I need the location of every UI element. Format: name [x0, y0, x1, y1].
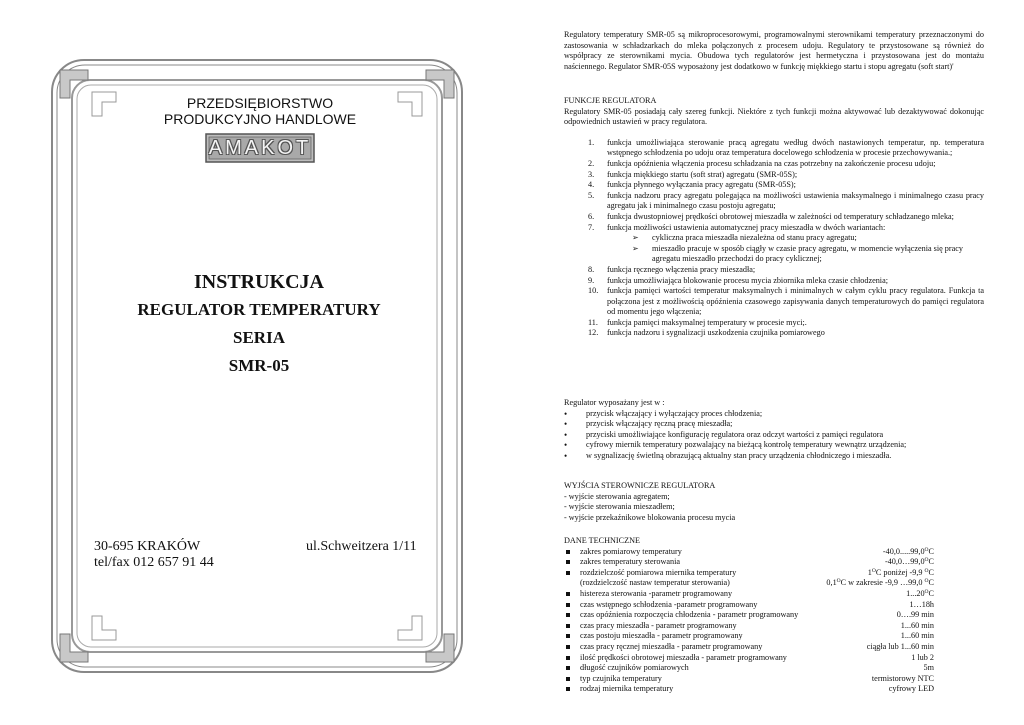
spec-label: (rozdzielczość nastaw temperatur sterowania) — [580, 578, 730, 588]
spec-row — [564, 653, 984, 664]
spec-row — [564, 568, 984, 579]
function-text: funkcja płynnego wyłączania pracy agregatu (SMR-05S); — [607, 180, 796, 190]
company-line2: PRODUKCYJNO HANDLOWE — [163, 111, 357, 127]
spec-value: 1...60 min — [900, 620, 934, 630]
function-number: 9. — [588, 275, 595, 285]
functions-list — [564, 138, 984, 233]
spec-label: histereza sterowania -parametr programowany — [580, 588, 733, 598]
function-item — [564, 138, 984, 159]
function-item — [564, 170, 984, 181]
equipment-item — [564, 430, 984, 441]
spec-value: $1^OC$ poniżej -9,9 $^O$C — [867, 567, 934, 577]
spec-row — [564, 557, 984, 568]
outputs-heading: WYJŚCIA STEROWNICZE REGULATORA — [564, 481, 716, 490]
intro-paragraph: Regulatory temperatury SMR-05 są mikroprocesorowymi, programowalnymi sterownikami temperatury przeznaczonymi do zastosowania w schładzarkach do mleka połączonych z procesem udoju. Regulatory te przystosowane są również do współpracy ze sterownikami mycia. Obudowa tych regulatorów jest hermetyczna i przystosowana jest do montażu naściennego. Regulator SMR-05S wyposażony jest dodatkowo w funkcję miękkiego startu i stopu agregatu (soft start)' — [564, 30, 984, 71]
title-model: SMR-05 — [228, 356, 290, 375]
spec-row — [564, 674, 984, 685]
bullet-icon: • — [564, 440, 568, 451]
company-line1: PRZEDSIĘBIORSTWO — [186, 95, 334, 111]
spec-value: 1…18h — [909, 599, 934, 609]
spec-label: czas opóźnienia rozpoczęcia chłodzenia - parametr programowany — [580, 610, 799, 620]
functions-heading: FUNKCJE REGULATORA — [564, 96, 657, 105]
function-text: funkcja możliwości ustawienia automatycznej pracy mieszadła w dwóch wariantach: — [607, 222, 886, 232]
function-subitem — [564, 244, 984, 265]
function-item — [564, 318, 984, 329]
function-item — [564, 328, 984, 339]
spec-label: czas pracy ręcznej mieszadła - parametr programowany — [580, 641, 763, 651]
bullet-icon: • — [564, 408, 568, 419]
specs-list — [564, 547, 984, 695]
spec-row — [564, 600, 984, 611]
spec-row — [564, 589, 984, 600]
square-bullet-icon — [566, 592, 570, 596]
function-item — [564, 265, 984, 276]
equipment-item — [564, 440, 984, 451]
function-item — [564, 212, 984, 223]
spec-value: 1 lub 2 — [911, 652, 934, 662]
spec-value: 0….99 min — [896, 610, 934, 620]
output-item: - wyjście przekaźnikowe blokowania procesu mycia — [564, 512, 736, 522]
square-bullet-icon — [566, 624, 570, 628]
spec-label: typ czujnika temperatury — [580, 673, 662, 683]
function-text: funkcja dwustopniowej prędkości obrotowej mieszadła w zależności od temperatury schładzanego mleka; — [607, 211, 954, 221]
equipment-list — [564, 409, 984, 462]
content-page — [512, 0, 1024, 725]
function-number: 1. — [588, 137, 595, 147]
equipment-item-text: przycisk włączający ręczną pracę mieszadła; — [586, 419, 733, 429]
function-number: 12. — [588, 328, 599, 338]
spec-value: cyfrowy LED — [888, 684, 934, 694]
function-text: funkcja nadzoru i sygnalizacji uszkodzenia czujnika pomiarowego — [607, 328, 825, 338]
spec-value: 5m — [923, 663, 934, 673]
function-text: funkcja ręcznego włączenia pracy mieszadła; — [607, 264, 756, 274]
spec-label: zakres pomiarowy temperatury — [580, 546, 682, 556]
equipment-item-text: cyfrowy miernik temperatury pozwalający na bieżącą kontrolę temperatury wewnątrz urządzenia; — [586, 440, 907, 450]
square-bullet-icon — [566, 656, 570, 660]
function-number: 2. — [588, 158, 595, 168]
function-number: 6. — [588, 211, 595, 221]
function-number: 11. — [588, 317, 598, 327]
function-number: 5. — [588, 190, 595, 200]
spec-label: czas postoju mieszadła - parametr programowany — [580, 631, 743, 641]
specs-section — [564, 536, 984, 695]
spec-row — [564, 642, 984, 653]
function-text: funkcja miękkiego startu (soft strat) agregatu (SMR-05S); — [607, 169, 798, 179]
function-item — [564, 159, 984, 170]
functions-list-continued — [564, 265, 984, 339]
title-instrukcja: INSTRUKCJA — [193, 271, 325, 293]
output-item: - wyjście sterowania agregatem; — [564, 491, 670, 501]
spec-value: $-40,0\dots 99,0^OC$ — [884, 557, 934, 567]
function-text: funkcja pamięci maksymalnej temperatury w procesie myci;. — [607, 317, 807, 327]
square-bullet-icon — [566, 666, 570, 670]
square-bullet-icon — [566, 571, 570, 575]
function-text: funkcja opóźnienia włączenia procesu schładzania na czas potrzebny na zakończenie procesu udoju; — [607, 158, 936, 168]
bullet-icon: • — [564, 429, 568, 440]
spec-row — [564, 631, 984, 642]
address-block — [94, 539, 214, 571]
spec-row — [564, 578, 984, 589]
function-subitem — [564, 233, 984, 244]
spec-label: rozdzielczość pomiarowa miernika temperatury — [580, 567, 737, 577]
equipment-item-text: w sygnalizację świetlną obrazującą aktualny stan pracy urządzenia chłodniczego i mieszadła. — [586, 450, 892, 460]
logo-text: AMAKOT — [208, 137, 312, 159]
spec-value: 1...60 min — [900, 631, 934, 641]
square-bullet-icon — [566, 687, 570, 691]
address-street: ul.Schweitzera 1/11 — [306, 539, 417, 554]
function-item — [564, 286, 984, 318]
spec-label: czas pracy mieszadła - parametr programowany — [580, 620, 737, 630]
square-bullet-icon — [566, 645, 570, 649]
function-subitem-text: cykliczna praca mieszadła niezależna od stanu pracy agregatu; — [652, 233, 857, 243]
function-text: funkcja pamięci wartości temperatur maksymalnych i minimalnych w całym cyklu pracy regulatora. Funkcja ta połączona jest z możliwością opóźnienia czasowego zapisywania danych temperaturowych do pamięci regulatora od momentu jego włączenia; — [607, 286, 984, 317]
bullet-icon: • — [564, 419, 568, 430]
equipment-heading: Regulator wyposażany jest w : — [564, 398, 665, 407]
arrow-bullet-icon: ➢ — [632, 243, 639, 253]
spec-row — [564, 684, 984, 695]
spec-value: ciągła lub 1...60 min — [866, 641, 934, 651]
function-item — [564, 276, 984, 287]
square-bullet-icon — [566, 560, 570, 564]
spec-label: rodzaj miernika temperatury — [580, 684, 674, 694]
output-item: - wyjście sterowania mieszadłem; — [564, 502, 675, 512]
square-bullet-icon — [566, 613, 570, 617]
functions-section — [564, 96, 984, 339]
spec-label: zakres temperatury sterowania — [580, 557, 681, 567]
equipment-item — [564, 409, 984, 420]
square-bullet-icon — [566, 603, 570, 607]
function-text: funkcja umożliwiająca blokowanie procesu mycia zbiornika mleka czasie chłodzenia; — [607, 275, 888, 285]
function-number: 8. — [588, 264, 595, 274]
equipment-item — [564, 419, 984, 430]
spec-label: ilość prędkości obrotowej mieszadła - parametr programowany — [580, 652, 787, 662]
function-item — [564, 180, 984, 191]
equipment-section — [564, 398, 984, 462]
spec-value: termistorowy NTC — [871, 673, 934, 683]
function-text: funkcja umożliwiająca sterowanie pracą agregatu według dwóch nastawionych temperatur, np. temperatura wstępnego schłodzenia po udoju oraz temperatura docelowego schłodzenia w procesie przechowywania.; — [607, 137, 984, 158]
bullet-icon: • — [564, 450, 568, 461]
functions-sublist — [564, 233, 984, 265]
function-item — [564, 223, 984, 234]
spec-value: $-40,0.....99,0^OC$ — [882, 546, 934, 556]
company-name — [120, 95, 400, 127]
outputs-list — [564, 492, 984, 524]
spec-value: $0,1^OC$ w zakresie -9,9 …99,0 $^O$C — [826, 578, 934, 588]
cover-titles — [100, 269, 418, 376]
function-number: 3. — [588, 169, 595, 179]
spec-row — [564, 663, 984, 674]
function-number: 4. — [588, 180, 595, 190]
spec-value: $1...20^OC$ — [906, 588, 934, 598]
title-seria: SERIA — [233, 328, 285, 347]
title-regulator: REGULATOR TEMPERATURY — [137, 300, 381, 319]
square-bullet-icon — [566, 677, 570, 681]
function-number: 7. — [588, 222, 595, 232]
equipment-item — [564, 451, 984, 462]
address-city: 30-695 KRAKÓW — [94, 539, 201, 554]
square-bullet-icon — [566, 634, 570, 638]
address-phone: tel/fax 012 657 91 44 — [94, 555, 214, 570]
function-item — [564, 191, 984, 212]
square-bullet-icon — [566, 550, 570, 554]
arrow-bullet-icon: ➢ — [632, 233, 639, 243]
company-logo — [205, 133, 315, 163]
equipment-item-text: przyciski umożliwiające konfigurację regulatora oraz odczyt wartości z pamięci regulatora — [586, 429, 884, 439]
spec-label: czas wstępnego schłodzenia -parametr programowany — [580, 599, 758, 609]
spec-label: długość czujników pomiarowych — [580, 663, 689, 673]
specs-heading: DANE TECHNICZNE — [564, 536, 641, 545]
spec-row — [564, 610, 984, 621]
equipment-item-text: przycisk włączający i wyłączający proces chłodzenia; — [586, 408, 763, 418]
outputs-section — [564, 481, 984, 523]
function-number: 10. — [588, 286, 599, 296]
function-subitem-text: mieszadło pracuje w sposób ciągły w czasie pracy agregatu, w momencie wyłączenia się pracy agregatu mieszadło przechodzi do pracy cyklicznej; — [652, 243, 963, 264]
spec-row — [564, 547, 984, 558]
function-text: funkcja nadzoru pracy agregatu polegająca na możliwości ustawienia maksymalnego i minimalnego czasu pracy agregatu jak i minimalnego czasu postoju agregatu; — [607, 190, 984, 211]
functions-intro: Regulatory SMR-05 posiadają cały szereg funkcji. Niektóre z tych funkcji można aktywować lub dezaktywować dokonując odpowiednich ustawień w pracy regulatora. — [564, 106, 984, 127]
spec-row — [564, 621, 984, 632]
